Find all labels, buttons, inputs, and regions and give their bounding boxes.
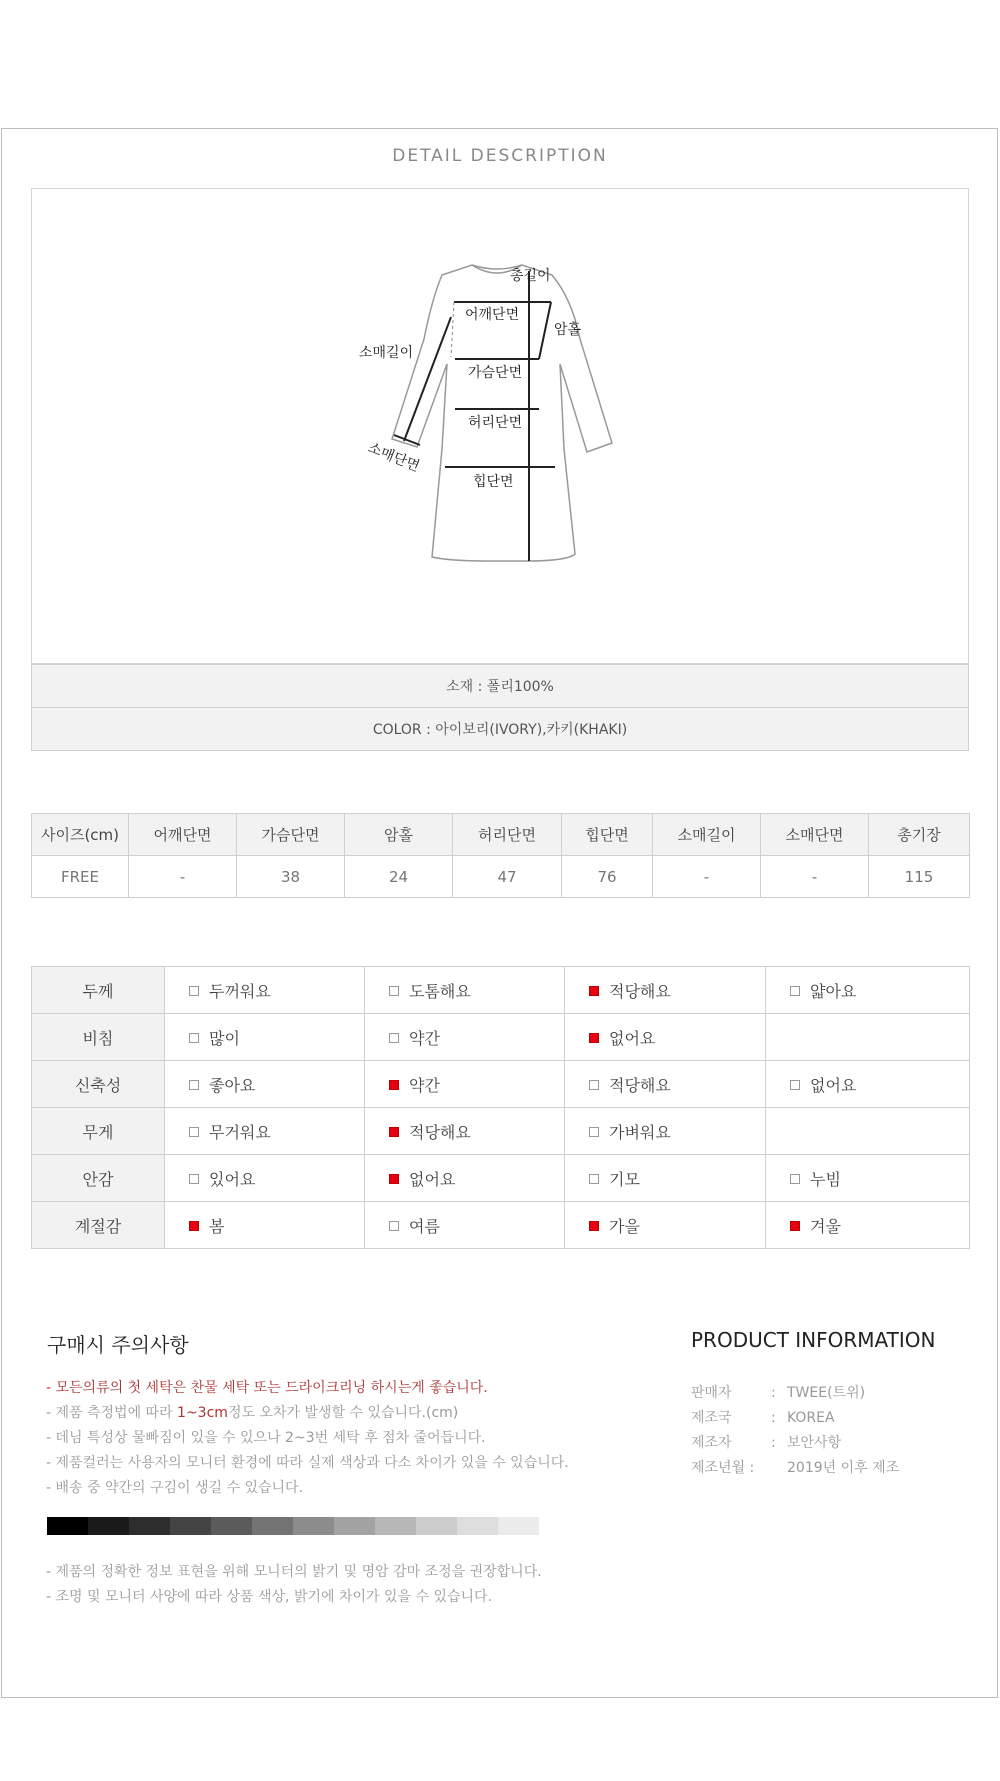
feature-label: 비침 [32,1014,165,1061]
table-row [32,967,970,1014]
feature-option-label: 적당해요 [609,1075,671,1095]
unchecked-checkbox-icon [589,1174,599,1184]
feature-option-label: 두꺼워요 [209,981,271,1001]
material-row: 소재 : 폴리100% [31,664,969,708]
unchecked-checkbox-icon [189,1127,199,1137]
cell-hip: 76 [562,856,653,898]
unchecked-checkbox-icon [389,986,399,996]
label-shoulder: 어깨단면 [465,306,520,322]
feature-option-cell [565,1014,766,1061]
unchecked-checkbox-icon [189,1174,199,1184]
header-total-length: 총기장 [869,814,970,856]
gray-swatch [293,1517,334,1535]
feature-option-cell [165,1014,365,1061]
unchecked-checkbox-icon [790,1174,800,1184]
unchecked-checkbox-icon [189,986,199,996]
cell-waist: 47 [453,856,562,898]
feature-label: 신축성 [32,1061,165,1108]
gray-swatch [334,1517,375,1535]
gray-swatch [457,1517,498,1535]
caution-line: - 제품 측정법에 따라 1~3cm정도 오차가 발생할 수 있습니다.(cm) [46,1405,459,1421]
tolerance-highlight: 1~3cm [177,1405,228,1421]
cell-size: FREE [32,856,129,898]
feature-option-cell [365,1108,565,1155]
feature-option-cell [165,1061,365,1108]
checked-checkbox-icon [189,1221,199,1231]
cell-chest: 38 [237,856,345,898]
grayscale-calibration-bar [47,1517,539,1535]
unchecked-checkbox-icon [389,1221,399,1231]
header-chest: 가슴단면 [237,814,345,856]
caution-title: 구매시 주의사항 [47,1333,189,1357]
color-row: COLOR : 아이보리(IVORY),카키(KHAKI) [31,707,969,751]
table-row [32,1014,970,1061]
checked-checkbox-icon [589,986,599,996]
feature-option-cell [365,1014,565,1061]
gray-swatch [498,1517,539,1535]
feature-option-label: 여름 [409,1216,440,1236]
unchecked-checkbox-icon [389,1033,399,1043]
feature-option-label: 얇아요 [810,981,857,1001]
label-sleeve-length: 소매길이 [359,344,414,360]
feature-option-cell [766,967,970,1014]
feature-option-label: 기모 [609,1169,640,1189]
feature-option-label: 도톰해요 [409,981,471,1001]
gray-swatch [416,1517,457,1535]
feature-option-label: 있어요 [209,1169,256,1189]
feature-option-cell [565,1155,766,1202]
feature-option-cell [766,1108,970,1155]
product-info-title: PRODUCT INFORMATION [691,1328,936,1352]
feature-option-label: 가벼워요 [609,1122,671,1142]
feature-option-label: 적당해요 [409,1122,471,1142]
section-heading: DETAIL DESCRIPTION [392,146,608,166]
caution-line: - 데님 특성상 물빠짐이 있을 수 있으나 2~3번 세탁 후 점차 줄어듭니다. [46,1430,486,1446]
monitor-note [46,1560,542,1610]
caution-line: - 모든의류의 첫 세탁은 찬물 세탁 또는 드라이크리닝 하시는게 좋습니다. [46,1380,488,1396]
gray-swatch [211,1517,252,1535]
feature-label: 두께 [32,967,165,1014]
label-hip: 힙단면 [473,473,514,489]
feature-option-cell [565,1061,766,1108]
feature-option-label: 적당해요 [609,981,671,1001]
feature-option-label: 가을 [609,1216,640,1236]
product-info-row: 제조자 : 보안사항 [691,1435,842,1451]
cell-sleeve-length: - [653,856,761,898]
feature-option-cell [565,1202,766,1249]
unchecked-checkbox-icon [589,1080,599,1090]
header-hip: 힙단면 [562,814,653,856]
gray-swatch [129,1517,170,1535]
unchecked-checkbox-icon [189,1080,199,1090]
feature-option-label: 많이 [209,1028,240,1048]
header-sleeve-width: 소매단면 [761,814,869,856]
feature-option-label: 봄 [209,1216,225,1236]
feature-label: 계절감 [32,1202,165,1249]
header-sleeve-length: 소매길이 [653,814,761,856]
caution-list [46,1376,569,1501]
feature-option-label: 약간 [409,1028,440,1048]
label-chest: 가슴단면 [468,364,523,380]
feature-option-label: 없어요 [609,1028,656,1048]
measure-armhole [539,302,551,359]
gray-swatch [47,1517,88,1535]
feature-option-label: 겨울 [810,1216,841,1236]
feature-option-label: 무거워요 [209,1122,271,1142]
label-sleeve-width: 소매단면 [365,438,423,475]
header-size: 사이즈(cm) [32,814,129,856]
feature-option-cell [766,1061,970,1108]
feature-option-label: 약간 [409,1075,440,1095]
feature-label: 안감 [32,1155,165,1202]
size-diagram [31,188,969,664]
header-waist: 허리단면 [453,814,562,856]
feature-option-cell [766,1155,970,1202]
feature-option-label: 없어요 [810,1075,857,1095]
cell-shoulder: - [129,856,237,898]
feature-option-cell [766,1014,970,1061]
header-shoulder: 어깨단면 [129,814,237,856]
gray-swatch [375,1517,416,1535]
checked-checkbox-icon [589,1033,599,1043]
unchecked-checkbox-icon [189,1033,199,1043]
label-armhole: 암홀 [554,321,582,337]
unchecked-checkbox-icon [589,1127,599,1137]
caution-line: - 배송 중 약간의 구김이 생길 수 있습니다. [46,1480,304,1496]
checked-checkbox-icon [389,1127,399,1137]
size-table [31,813,970,898]
table-row [32,1108,970,1155]
feature-option-cell [365,1202,565,1249]
feature-option-cell [165,1108,365,1155]
caution-line: - 제품컬러는 사용자의 모니터 환경에 따라 실제 색상과 다소 차이가 있을 수 있습니다. [46,1455,569,1471]
size-header-row [32,814,970,856]
feature-option-cell [766,1202,970,1249]
gray-swatch [170,1517,211,1535]
cell-armhole: 24 [345,856,453,898]
checked-checkbox-icon [389,1080,399,1090]
feature-label: 무게 [32,1108,165,1155]
checked-checkbox-icon [389,1174,399,1184]
unchecked-checkbox-icon [790,986,800,996]
checked-checkbox-icon [589,1221,599,1231]
feature-option-cell [165,967,365,1014]
product-info-list [691,1381,899,1481]
table-row [32,1155,970,1202]
header-armhole: 암홀 [345,814,453,856]
label-waist: 허리단면 [468,414,523,430]
product-info-row: 제조국 : KOREA [691,1410,835,1426]
cell-sleeve-width: - [761,856,869,898]
gray-swatch [252,1517,293,1535]
feature-option-cell [165,1155,365,1202]
product-info-row: 판매자 : TWEE(트위) [691,1385,866,1401]
fabric-feature-table [31,966,970,1249]
unchecked-checkbox-icon [790,1080,800,1090]
feature-option-cell [365,967,565,1014]
caution-line: - 제품의 정확한 정보 표현을 위해 모니터의 밝기 및 명암 감마 조정을 권장합니다. [46,1564,542,1580]
caution-line: - 조명 및 모니터 사양에 따라 상품 색상, 밝기에 차이가 있을 수 있습니다. [46,1589,493,1605]
feature-option-cell [565,967,766,1014]
table-row [32,856,970,898]
feature-option-label: 좋아요 [209,1075,256,1095]
feature-option-label: 없어요 [409,1169,456,1189]
feature-option-cell [365,1155,565,1202]
gray-swatch [88,1517,129,1535]
feature-option-cell [565,1108,766,1155]
table-row [32,1202,970,1249]
feature-option-label: 누빔 [810,1169,841,1189]
cell-total-length: 115 [869,856,970,898]
feature-option-cell [365,1061,565,1108]
table-row [32,1061,970,1108]
label-total-length: 총길이 [510,267,551,283]
feature-option-cell [165,1202,365,1249]
checked-checkbox-icon [790,1221,800,1231]
product-info-row: 제조년월 : 2019년 이후 제조 [691,1460,900,1476]
